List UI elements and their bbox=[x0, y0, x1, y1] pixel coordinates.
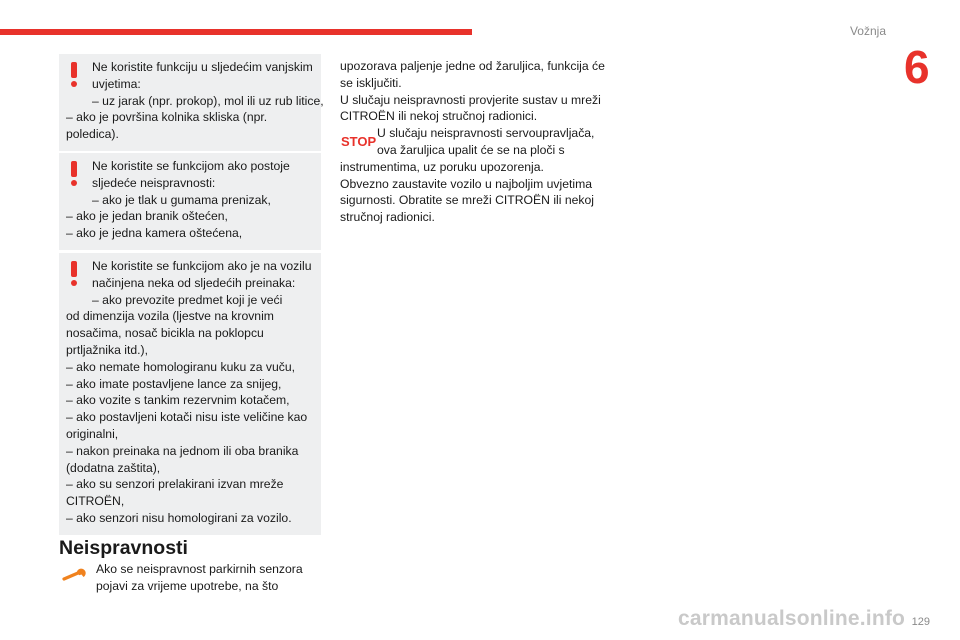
warning-line: – ako vozite s tankim rezervnim kotačem, bbox=[66, 393, 290, 408]
warning-line: – nakon preinaka na jednom ili oba branika bbox=[66, 443, 299, 458]
warning-line: – ako je površina kolnika skliska (npr. bbox=[66, 110, 268, 125]
paragraph-line: pojavi za vrijeme upotrebe, na što bbox=[96, 578, 279, 593]
warning-line: – ako postavljeni kotači nisu iste veličine kao bbox=[66, 410, 308, 425]
paragraph-line: upozorava paljenje jedne od žaruljica, funkcija će bbox=[340, 59, 605, 73]
warning-line: – ako je jedan branik oštećen, bbox=[66, 209, 228, 224]
malfunction-paragraph bbox=[96, 561, 326, 595]
warning-box-1 bbox=[59, 54, 324, 151]
warning-exclamation-icon bbox=[66, 258, 92, 292]
warning-line: Ne koristite se funkcijom ako postoje bbox=[92, 159, 290, 173]
section-title: Neispravnosti bbox=[59, 537, 188, 559]
warning-line: uvjetima: bbox=[92, 76, 141, 91]
chapter-title: Vožnja bbox=[849, 24, 886, 38]
warning-exclamation-icon bbox=[66, 158, 92, 192]
warning-line: – ako je jedna kamera oštećena, bbox=[66, 226, 243, 241]
warning-line: načinjena neka od sljedećih preinaka: bbox=[92, 275, 296, 290]
paragraph-line: U slučaju neispravnosti provjerite sustav u mreži bbox=[340, 92, 601, 107]
paragraph-line: ova žaruljica upalit će se na ploči s bbox=[377, 142, 565, 157]
paragraph-line: U slučaju neispravnosti servoupravljača, bbox=[377, 126, 595, 141]
warning-line: od dimenzija vozila (ljestve na krovnim bbox=[66, 309, 274, 324]
warning-line: nosačima, nosač bicikla na poklopcu bbox=[66, 326, 264, 341]
paragraph-line: instrumentima, uz poruku upozorenja. bbox=[340, 159, 544, 174]
warning-box-3 bbox=[59, 253, 321, 535]
paragraph-line: Obvezno zaustavite vozilo u najboljim uvjetima bbox=[340, 176, 592, 191]
warning-line: CITROËN, bbox=[66, 494, 125, 509]
right-column-text bbox=[340, 58, 610, 226]
paragraph-line: Ako se neispravnost parkirnih senzora bbox=[96, 562, 303, 576]
warning-exclamation-icon bbox=[66, 59, 92, 93]
chapter-number: 6 bbox=[904, 41, 930, 93]
warning-line: Ne koristite se funkcijom ako je na vozilu bbox=[92, 259, 312, 273]
paragraph-line: se isključiti. bbox=[340, 75, 402, 90]
paragraph-line: sigurnosti. Obratite se mreži CITROËN ili nekoj bbox=[340, 193, 594, 208]
warning-line: prtljažnika itd.), bbox=[66, 342, 148, 357]
warning-line: – ako imate postavljene lance za snijeg, bbox=[66, 376, 282, 391]
wrench-icon bbox=[62, 568, 88, 587]
warning-line: poledica). bbox=[66, 127, 119, 142]
warning-line: sljedeće neispravnosti: bbox=[92, 175, 216, 190]
warning-box-2 bbox=[59, 153, 321, 250]
warning-line: Ne koristite funkciju u sljedećim vanjskim bbox=[92, 60, 313, 74]
warning-line: – ako senzori nisu homologirani za vozilo. bbox=[66, 510, 292, 525]
paragraph-line: CITROËN ili nekoj stručnoj radionici. bbox=[340, 109, 538, 124]
warning-line: (dodatna zaštita), bbox=[66, 460, 161, 475]
warning-line: – ako nemate homologiranu kuku za vuču, bbox=[66, 359, 295, 374]
warning-line: – ako prevozite predmet koji je veći bbox=[92, 292, 283, 307]
warning-line: originalni, bbox=[66, 426, 119, 441]
page-number: 129 bbox=[911, 616, 930, 628]
warning-line: – ako je tlak u gumama prenizak, bbox=[92, 192, 271, 207]
stop-warning-icon bbox=[340, 133, 377, 154]
svg-text:STOP: STOP bbox=[341, 134, 377, 149]
header-accent-bar bbox=[0, 29, 472, 35]
watermark: carmanualsonline.info bbox=[678, 607, 906, 630]
warning-line: – ako su senzori prelakirani izvan mreže bbox=[66, 477, 284, 492]
warning-line: – uz jarak (npr. prokop), mol ili uz rub litice, bbox=[92, 93, 324, 108]
paragraph-line: stručnoj radionici. bbox=[340, 210, 435, 225]
